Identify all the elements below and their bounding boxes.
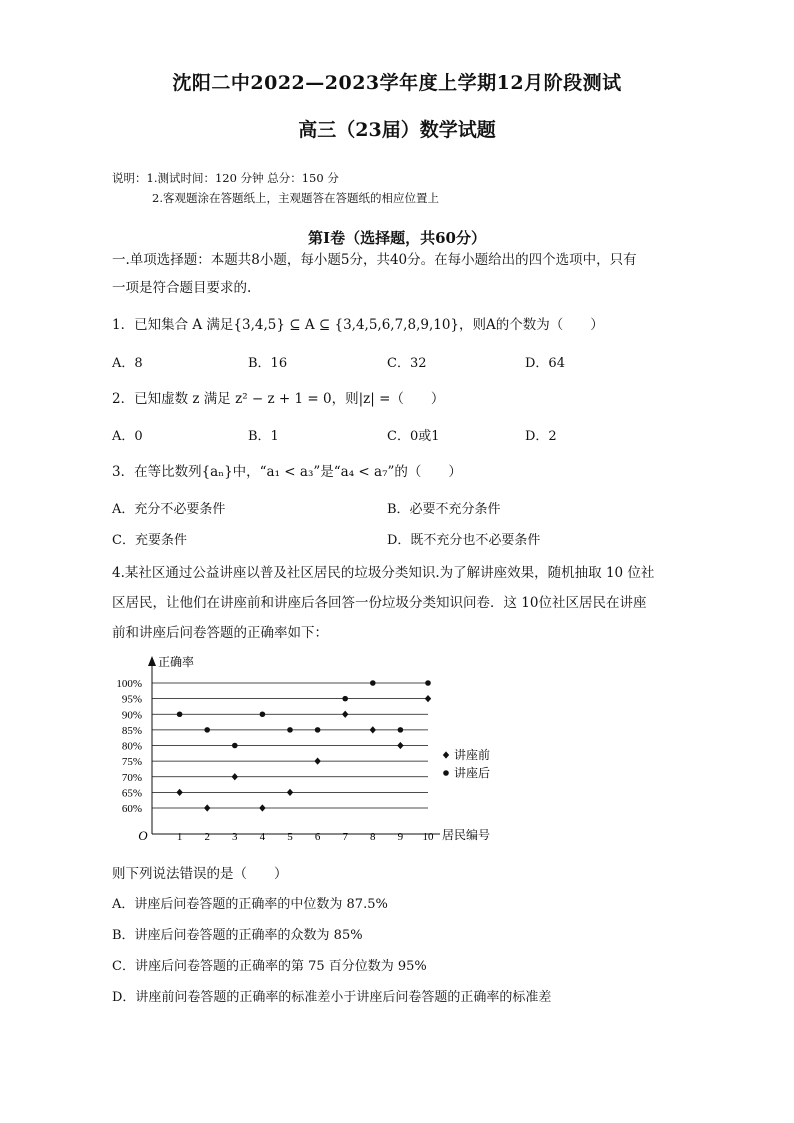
section-intro-line-2: 一项是符合题目要求的. — [112, 280, 252, 296]
x-tick-label: 4 — [259, 831, 266, 843]
point-after — [232, 743, 238, 749]
legend-marker-before — [443, 751, 449, 758]
exam-title: 沈阳二中2022—2023学年度上学期12月阶段测试 — [172, 72, 622, 94]
y-axis-arrow — [148, 656, 156, 666]
origin-label: O — [138, 828, 148, 843]
question-2-option-a[interactable]: A．0 — [112, 429, 143, 444]
point-after — [425, 680, 431, 686]
point-after — [398, 727, 404, 733]
point-before — [314, 758, 320, 765]
question-3-stem: 3．在等比数列{aₙ}中，“a₁ < a₃”是“a₄ < a₇”的（ ） — [112, 464, 462, 480]
y-tick-label: 60% — [121, 803, 142, 815]
question-4-stem-line-3: 前和讲座后问卷答题的正确率如下： — [112, 625, 328, 641]
question-4-option-d[interactable]: D．讲座前问卷答题的正确率的标准差小于讲座后问卷答题的正确率的标准差 — [112, 990, 552, 1005]
x-tick-label: 1 — [176, 831, 183, 843]
x-tick-label: 6 — [314, 831, 321, 843]
question-4-option-b[interactable]: B．讲座后问卷答题的正确率的众数为 85% — [112, 928, 363, 943]
question-1-option-b[interactable]: B．16 — [248, 356, 288, 371]
point-after — [177, 711, 183, 717]
y-tick-label: 90% — [121, 709, 142, 722]
question-3-option-c[interactable]: C．充要条件 — [112, 533, 187, 548]
question-2-stem: 2．已知虚数 z 满足 z² − z + 1 = 0，则|z| =（ ） — [112, 391, 445, 407]
y-axis-label: 正确率 — [158, 655, 195, 669]
y-tick-label: 65% — [121, 787, 142, 800]
question-2-option-c[interactable]: C．0或1 — [387, 429, 440, 444]
section-intro-line-1: 一.单项选择题：本题共8小题，每小题5分，共40分。在每小题给出的四个选项中，只有 — [112, 252, 637, 268]
x-tick-label: 5 — [287, 831, 293, 843]
point-before — [370, 726, 376, 733]
y-tick-label: 75% — [121, 756, 142, 769]
point-before — [204, 804, 210, 811]
point-after — [204, 727, 210, 733]
point-after — [342, 696, 348, 702]
point-after — [315, 727, 321, 733]
point-before — [232, 773, 238, 780]
x-tick-label: 10 — [422, 831, 434, 843]
question-3-option-a[interactable]: A．充分不必要条件 — [112, 502, 226, 517]
x-tick-label: 9 — [397, 831, 404, 843]
instruction-line-2: 2.客观题涂在答题纸上，主观题答在答题纸的相应位置上 — [152, 191, 439, 205]
instruction-line-1: 说明：1.测试时间：120 分钟 总分：150 分 — [112, 171, 339, 185]
question-2-option-d[interactable]: D．2 — [525, 429, 557, 444]
question-2-option-b[interactable]: B．1 — [248, 429, 279, 444]
x-tick-label: 7 — [342, 831, 348, 843]
question-3-option-d[interactable]: D．既不充分也不必要条件 — [387, 533, 541, 548]
y-tick-label: 95% — [121, 693, 142, 706]
point-after — [260, 711, 266, 717]
point-before — [176, 789, 182, 796]
question-1-option-c[interactable]: C．32 — [387, 356, 427, 371]
question-4-option-c[interactable]: C．讲座后问卷答题的正确率的第 75 百分位数为 95% — [112, 959, 427, 974]
point-after — [287, 727, 293, 733]
question-3-option-b[interactable]: B．必要不充分条件 — [387, 502, 501, 517]
x-tick-label: 3 — [232, 831, 238, 843]
x-axis-label: 居民编号 — [442, 828, 491, 842]
point-before — [425, 695, 431, 702]
legend-label-before: 讲座前 — [454, 748, 491, 762]
point-after — [370, 680, 376, 686]
point-before — [287, 789, 293, 796]
y-tick-label: 100% — [116, 678, 142, 690]
question-4-stem-line-2: 区居民，让他们在讲座前和讲座后各回答一份垃圾分类知识问卷．这 10位社区居民在讲座 — [112, 595, 647, 611]
point-before — [342, 711, 348, 718]
question-1-option-d[interactable]: D．64 — [525, 356, 565, 371]
question-4-option-a[interactable]: A．讲座后问卷答题的正确率的中位数为 87.5% — [112, 897, 388, 912]
legend-label-after: 讲座后 — [454, 766, 491, 780]
point-before — [259, 804, 265, 811]
question-4-prompt: 则下列说法错误的是（ ） — [112, 866, 288, 882]
x-tick-label: 8 — [370, 831, 376, 843]
accuracy-scatter-chart — [100, 648, 520, 853]
point-before — [397, 742, 403, 749]
question-1-stem: 1．已知集合 A 满足{3,4,5} ⊆ A ⊆ {3,4,5,6,7,8,9,10}，则A的个数为（ ） — [112, 317, 604, 333]
y-tick-label: 80% — [121, 740, 142, 753]
legend-marker-after — [443, 770, 449, 776]
exam-subtitle: 高三（23届）数学试题 — [298, 119, 496, 141]
question-1-option-a[interactable]: A．8 — [112, 356, 143, 371]
question-4-stem-line-1: 4.某社区通过公益讲座以普及社区居民的垃圾分类知识.为了解讲座效果，随机抽取 10 位社 — [112, 565, 655, 581]
y-tick-label: 70% — [121, 771, 142, 784]
x-tick-label: 2 — [204, 831, 210, 843]
y-tick-label: 85% — [121, 724, 142, 737]
section-title: 第Ⅰ卷（选择题，共60分） — [308, 229, 486, 247]
